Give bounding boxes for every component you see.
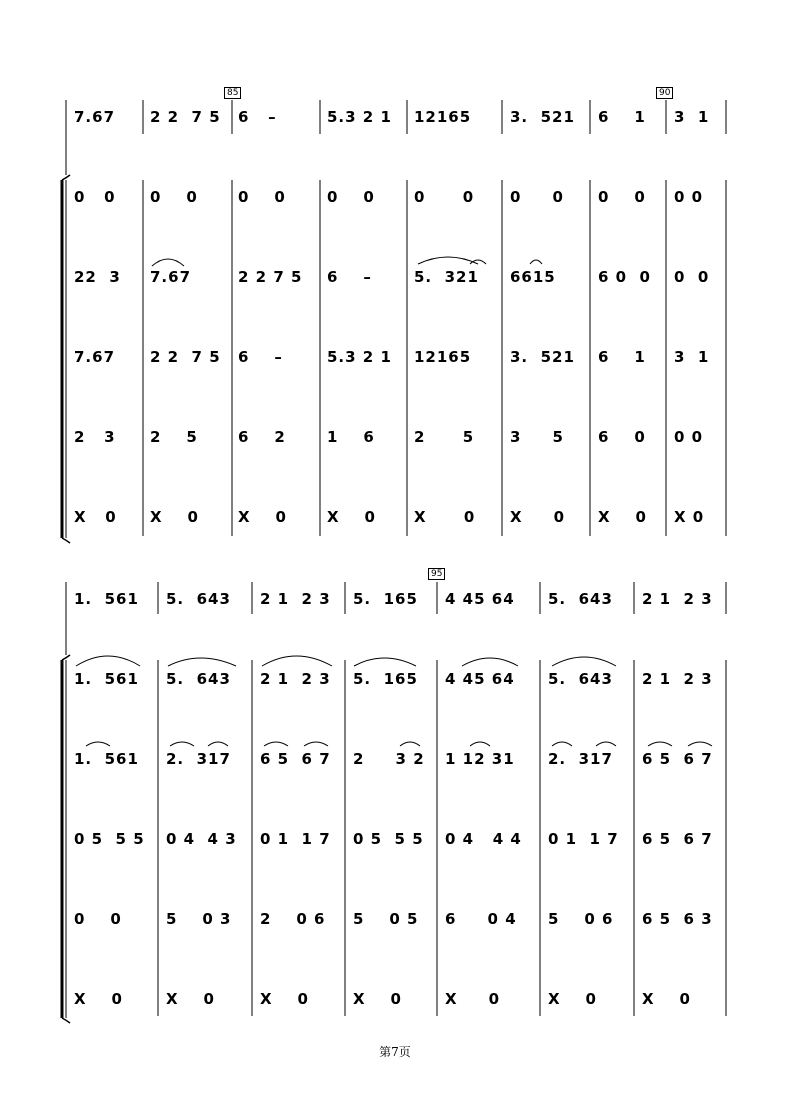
s1-r5-m6: 3 5: [510, 428, 564, 446]
s1-r1-m7: 6 1: [598, 108, 646, 126]
s2-r5-m3: 2 0 6: [260, 910, 326, 928]
s1-r6-m6: X 0: [510, 508, 566, 526]
s1-r1-m1: 7.67: [74, 108, 116, 126]
s2-r3-m1: 1. 561: [74, 750, 139, 768]
s1-r3-m5: 5. 321: [414, 268, 479, 286]
s1-r5-m2: 2 5: [150, 428, 198, 446]
s2-r4-m6: 0 1 1 7: [548, 830, 619, 848]
s2-r2-m1: 1. 561: [74, 670, 139, 688]
s2-r2-m5: 4 45 64: [445, 670, 515, 688]
s1-r5-m7: 6 0: [598, 428, 646, 446]
s2-r1-m4: 5. 165: [353, 590, 418, 608]
s1-r2-m4: 0 0: [327, 188, 375, 206]
s1-r2-m5: 0 0: [414, 188, 475, 206]
s2-r4-m3: 0 1 1 7: [260, 830, 331, 848]
s2-r2-m3: 2 1 2 3: [260, 670, 331, 688]
s1-r2-m7: 0 0: [598, 188, 646, 206]
s1-r5-m5: 2 5: [414, 428, 475, 446]
s2-r5-m1: 0 0: [74, 910, 122, 928]
s1-r5-m4: 1 6: [327, 428, 375, 446]
s2-r6-m3: X 0: [260, 990, 309, 1008]
s1-r2-m1: 0 0: [74, 188, 116, 206]
s2-r1-m7: 2 1 2 3: [642, 590, 713, 608]
s1-r3-m2: 7.67: [150, 268, 192, 286]
measure-number-85: 85: [224, 87, 241, 99]
s2-r6-m1: X 0: [74, 990, 123, 1008]
s2-r6-m5: X 0: [445, 990, 501, 1008]
s1-r6-m8: X 0: [674, 508, 705, 526]
s2-r1-m6: 5. 643: [548, 590, 613, 608]
s2-r2-m4: 5. 165: [353, 670, 418, 688]
s1-r5-m1: 2 3: [74, 428, 116, 446]
s2-r4-m5: 0 4 4 4: [445, 830, 522, 848]
s2-r4-m2: 0 4 4 3: [166, 830, 237, 848]
s1-r3-m3: 2 2 7 5: [238, 268, 303, 286]
s1-r2-m3: 0 0: [238, 188, 286, 206]
s2-r6-m7: X 0: [642, 990, 691, 1008]
s1-r6-m3: X 0: [238, 508, 287, 526]
s1-r1-m6: 3. 521: [510, 108, 575, 126]
measure-number-90: 90: [656, 87, 673, 99]
s2-r4-m1: 0 5 5 5: [74, 830, 145, 848]
s1-r3-m8: 0 0: [674, 268, 710, 286]
s2-r6-m6: X 0: [548, 990, 597, 1008]
s1-r1-m3: 6 –: [238, 108, 277, 126]
s2-r3-m5: 1 12 31: [445, 750, 515, 768]
s1-r5-m8: 0 0: [674, 428, 704, 446]
s2-r4-m7: 6 5 6 7: [642, 830, 713, 848]
s2-r5-m4: 5 0 5: [353, 910, 419, 928]
s1-r6-m7: X 0: [598, 508, 647, 526]
s2-r1-m5: 4 45 64: [445, 590, 515, 608]
s2-r5-m2: 5 0 3: [166, 910, 232, 928]
s2-r3-m2: 2. 317: [166, 750, 231, 768]
s2-r3-m6: 2. 317: [548, 750, 613, 768]
s1-r6-m1: X 0: [74, 508, 117, 526]
measure-number-95: 95: [428, 568, 445, 580]
s1-r2-m6: 0 0: [510, 188, 564, 206]
s1-r6-m5: X 0: [414, 508, 476, 526]
s1-r3-m6: 6615: [510, 268, 556, 286]
s2-r6-m2: X 0: [166, 990, 215, 1008]
s2-r1-m1: 1. 561: [74, 590, 139, 608]
s1-r1-m8: 3 1: [674, 108, 710, 126]
s1-r4-m6: 3. 521: [510, 348, 575, 366]
s1-r4-m2: 2 2 7 5: [150, 348, 221, 366]
s2-r3-m7: 6 5 6 7: [642, 750, 713, 768]
s2-r5-m7: 6 5 6 3: [642, 910, 713, 928]
s1-r2-m8: 0 0: [674, 188, 704, 206]
s1-r1-m4: 5.3 2 1: [327, 108, 392, 126]
s2-r5-m6: 5 0 6: [548, 910, 614, 928]
s2-r6-m4: X 0: [353, 990, 402, 1008]
s1-r3-m1: 22 3: [74, 268, 121, 286]
s1-r3-m7: 6 0 0: [598, 268, 651, 286]
s2-r3-m3: 6 5 6 7: [260, 750, 331, 768]
s1-r1-m2: 2 2 7 5: [150, 108, 221, 126]
s1-r4-m7: 6 1: [598, 348, 646, 366]
s1-r4-m8: 3 1: [674, 348, 710, 366]
page-number-footer: 第7页: [379, 1045, 411, 1059]
s2-r2-m6: 5. 643: [548, 670, 613, 688]
s2-r1-m3: 2 1 2 3: [260, 590, 331, 608]
s2-r2-m2: 5. 643: [166, 670, 231, 688]
s1-r3-m4: 6 –: [327, 268, 372, 286]
s1-r4-m4: 5.3 2 1: [327, 348, 392, 366]
s1-r5-m3: 6 2: [238, 428, 286, 446]
s1-r4-m3: 6 –: [238, 348, 283, 366]
s2-r1-m2: 5. 643: [166, 590, 231, 608]
s2-r4-m4: 0 5 5 5: [353, 830, 424, 848]
s1-r4-m1: 7.67: [74, 348, 116, 366]
s1-r6-m4: X 0: [327, 508, 376, 526]
s1-r6-m2: X 0: [150, 508, 199, 526]
s1-r4-m5: 12165: [414, 348, 472, 366]
s2-r3-m4: 2 3 2: [353, 750, 425, 768]
s1-r1-m5: 12165: [414, 108, 472, 126]
s2-r5-m5: 6 0 4: [445, 910, 517, 928]
s2-r2-m7: 2 1 2 3: [642, 670, 713, 688]
s1-r2-m2: 0 0: [150, 188, 198, 206]
